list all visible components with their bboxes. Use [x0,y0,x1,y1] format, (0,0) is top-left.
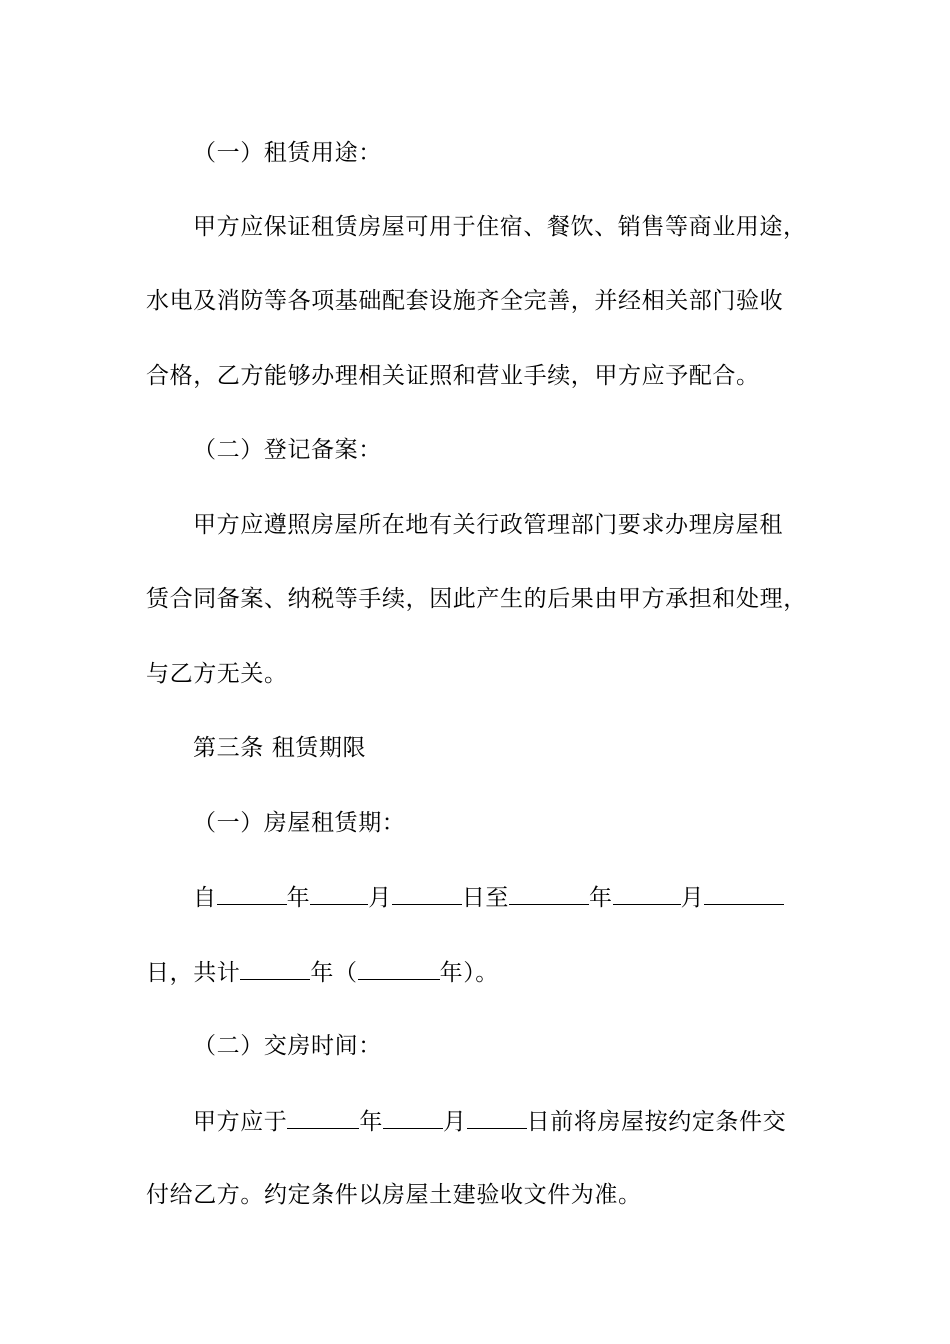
delivery-text: 年 [359,1109,384,1135]
paragraph-line: 与乙方无关。 [146,661,288,687]
blank-delivery-month[interactable] [383,1106,443,1129]
term-text: 年 [286,885,311,911]
term-text: 年）。 [439,960,499,986]
delivery-text: 甲方应于 [193,1109,288,1135]
blank-delivery-year[interactable] [287,1106,359,1129]
term-text: 自 [193,885,217,911]
paragraph-line: 甲方应保证租赁房屋可用于住宿、餐饮、销售等商业用途， [193,214,807,240]
subsection-heading-registration: （二）登记备案： [193,437,382,463]
paragraph-line: 水电及消防等各项基础配套设施齐全完善，并经相关部门验收 [146,288,784,314]
term-text: 年（ [310,960,358,986]
subsection-heading-lease-use: （一）租赁用途： [193,140,382,166]
blank-end-month[interactable] [613,882,681,905]
subsection-heading-delivery: （二）交房时间： [193,1033,382,1059]
subsection-heading-lease-term: （一）房屋租赁期： [193,810,406,836]
term-text: 日至 [461,885,510,911]
lease-total-line [146,957,836,988]
blank-total-years-uppercase[interactable] [358,957,440,980]
blank-delivery-day[interactable] [467,1106,527,1129]
term-text: 年 [589,885,613,911]
lease-term-line [193,882,883,913]
term-text: 日，共计 [146,960,241,986]
blank-start-year[interactable] [217,882,287,905]
blank-start-month[interactable] [310,882,368,905]
paragraph-line: 赁合同备案、纳税等手续，因此产生的后果由甲方承担和处理， [146,586,807,612]
paragraph-line: 甲方应遵照房屋所在地有关行政管理部门要求办理房屋租 [193,512,783,538]
blank-start-day[interactable] [392,882,462,905]
blank-end-day[interactable] [704,882,784,905]
delivery-line [193,1106,883,1137]
blank-end-year[interactable] [509,882,589,905]
blank-total-years[interactable] [240,957,310,980]
paragraph-line: 付给乙方。约定条件以房屋土建验收文件为准。 [146,1182,642,1208]
term-text: 月 [680,885,705,911]
term-text: 月 [368,885,392,911]
paragraph-line: 合格，乙方能够办理相关证照和营业手续，甲方应予配合。 [146,363,760,389]
delivery-text: 日前将房屋按约定条件交 [526,1109,787,1135]
delivery-text: 月 [443,1109,467,1135]
article-heading: 第三条 租赁期限 [193,735,367,761]
